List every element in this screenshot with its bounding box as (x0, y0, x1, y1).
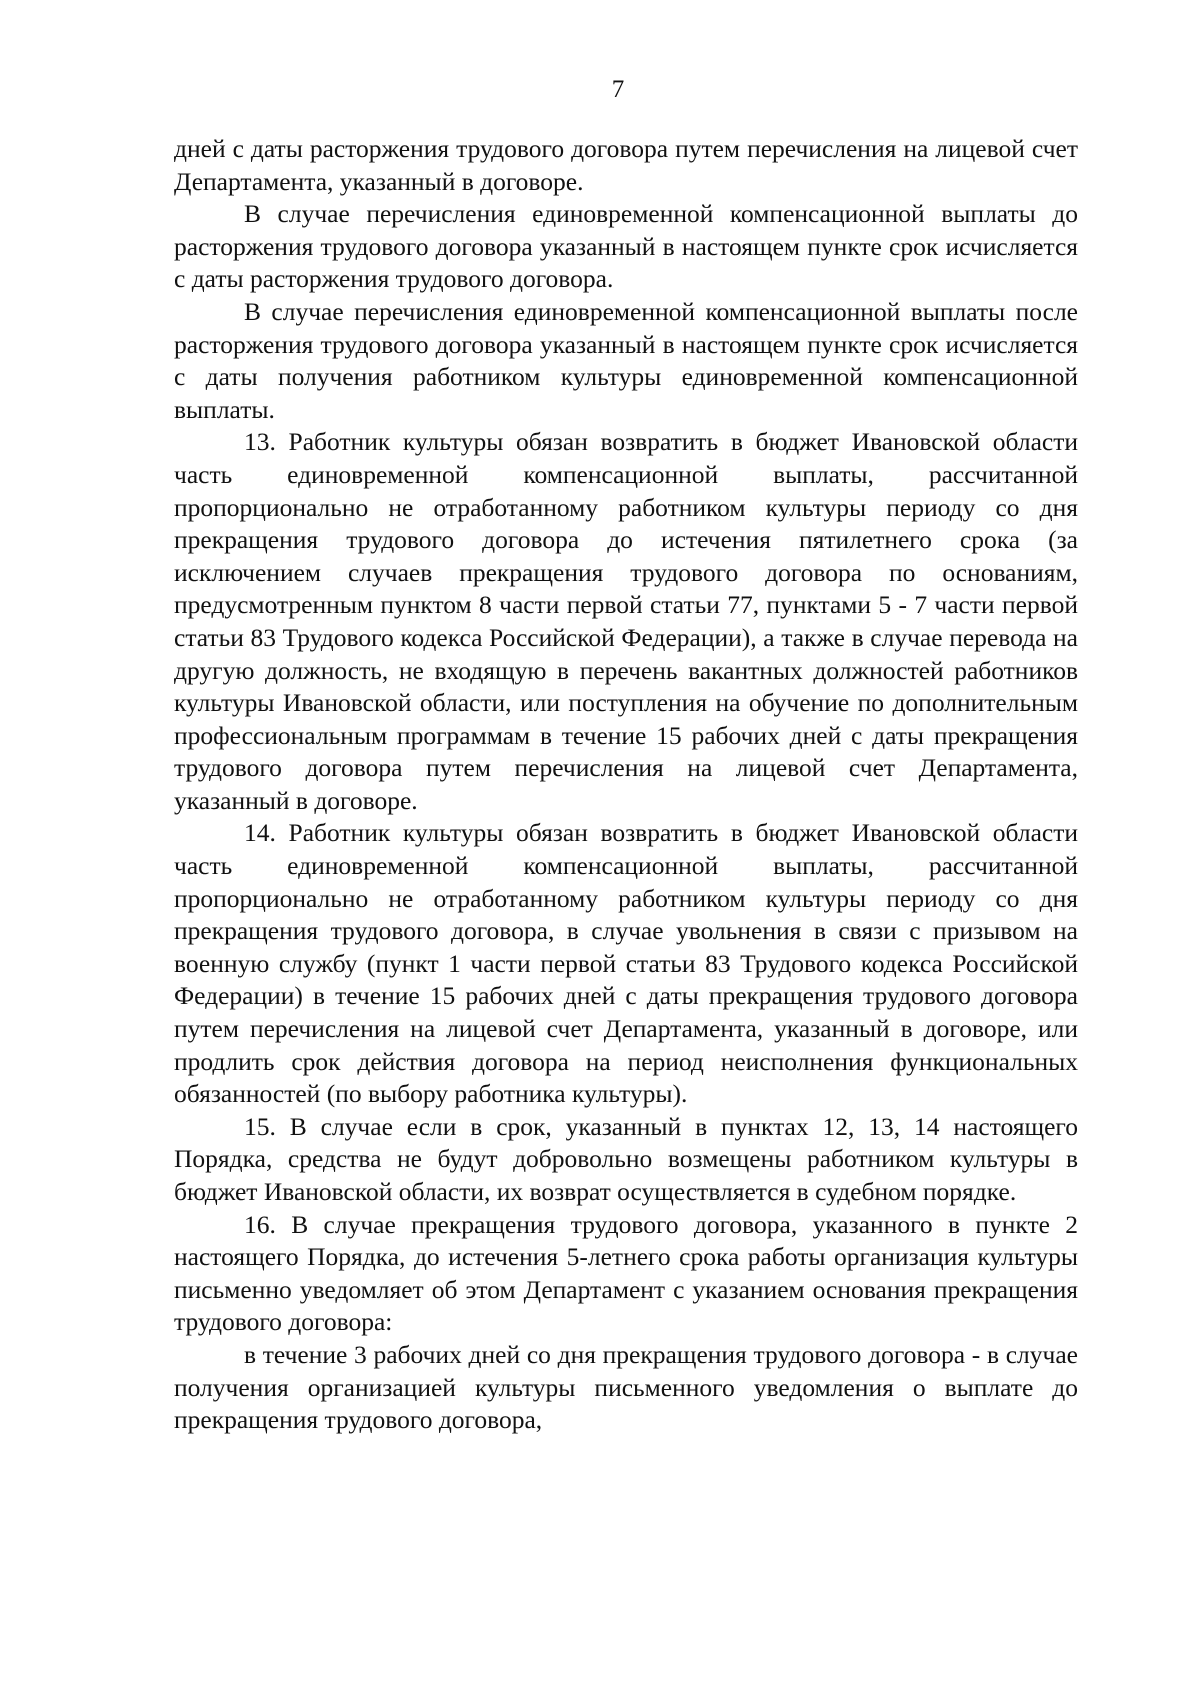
paragraph-item-14: 14. Работник культуры обязан возвратить в бюджет Ивановской области часть единовременной компенсационной выплаты, рассчитанной пропорционально не отработанному работником культуры периоду со дня прекращения трудового договора, в случае увольнения в связи с призывом на военную службу (пункт 1 части первой статьи 83 Трудового кодекса Российской Федерации) в течение 15 рабочих дней с даты прекращения трудового договора путем перечисления на лицевой счет Департамента, указанный в договоре, или продлить срок действия договора на период неисполнения функциональных обязанностей (по выбору работника культуры). (174, 818, 1078, 1109)
paragraph-item-16-notice-term: в течение 3 рабочих дней со дня прекращения трудового договора - в случае получения организацией культуры письменного уведомления о выплате до прекращения трудового договора, (174, 1339, 1078, 1435)
paragraph-continuation: дней с даты расторжения трудового договора путем перечисления на лицевой счет Департамента, указанный в договоре. (174, 134, 1078, 196)
paragraph-payment-after-termination: В случае перечисления единовременной компенсационной выплаты после расторжения трудового договора указанный в настоящем пункте срок исчисляется с даты получения работником культуры единовременной компенсационной выплаты. (174, 296, 1078, 424)
paragraph-item-16: 16. В случае прекращения трудового договора, указанного в пункте 2 настоящего Порядка, до истечения 5-летнего срока работы организация культуры письменно уведомляет об этом Департамент с указанием основания прекращения трудового договора: (174, 1209, 1078, 1337)
paragraph-item-13: 13. Работник культуры обязан возвратить в бюджет Ивановской области часть единовременной компенсационной выплаты, рассчитанной пропорционально не отработанному работником культуры периоду со дня прекращения трудового договора до истечения пятилетнего срока (за исключением случаев прекращения трудового договора по основаниям, предусмотренным пунктом 8 части первой статьи 77, пунктами 5 - 7 части первой статьи 83 Трудового кодекса Российской Федерации), а также в случае перевода на другую должность, не входящую в перечень вакантных должностей работников культуры Ивановской области, или поступления на обучение по дополнительным профессиональным программам в течение 15 рабочих дней с даты прекращения трудового договора путем перечисления на лицевой счет Департамента, указанный в договоре. (174, 427, 1078, 815)
document-body (174, 133, 1078, 1437)
paragraph-payment-before-termination: В случае перечисления единовременной компенсационной выплаты до расторжения трудового договора указанный в настоящем пункте срок исчисляется с даты расторжения трудового договора. (174, 199, 1078, 294)
page-number: 7 (611, 76, 625, 103)
paragraph-item-15: 15. В случае если в срок, указанный в пунктах 12, 13, 14 настоящего Порядка, средства не будут добровольно возмещены работником культуры в бюджет Ивановской области, их возврат осуществляется в судебном порядке. (174, 1111, 1078, 1206)
